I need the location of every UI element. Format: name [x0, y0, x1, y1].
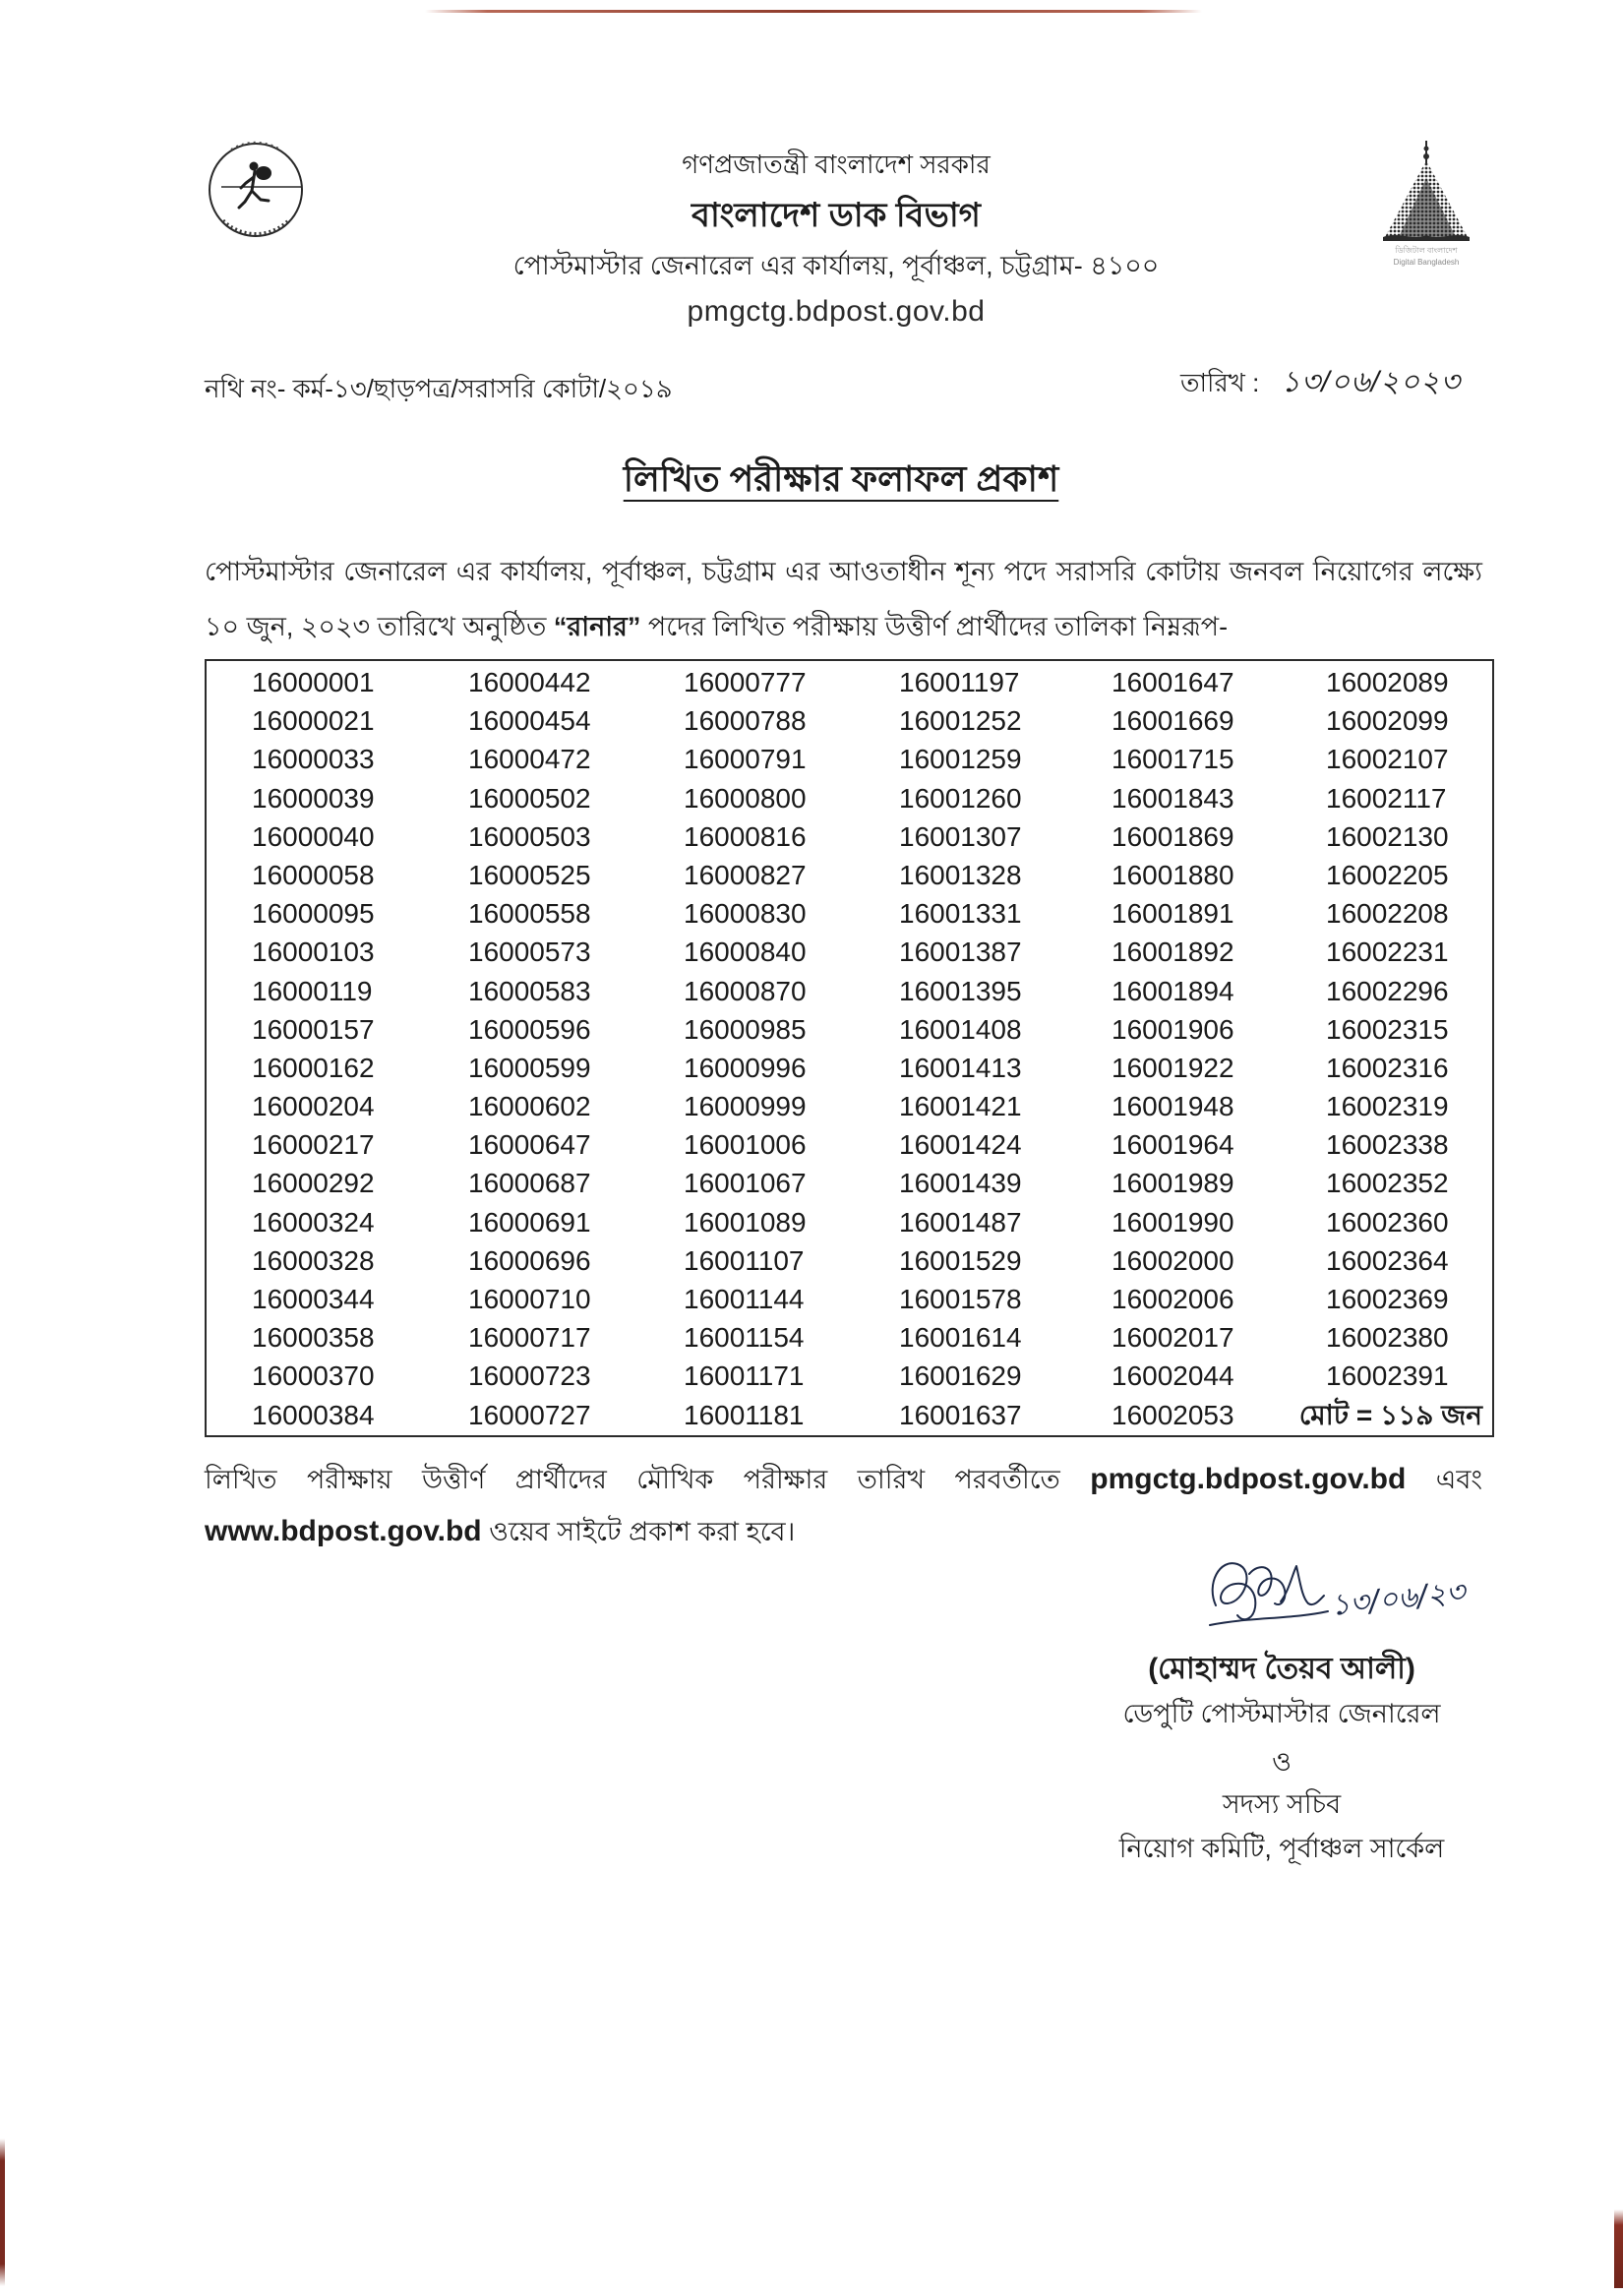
- roll-number-cell: 16002130: [1326, 820, 1449, 852]
- roll-number-cell: 16000999: [684, 1091, 807, 1122]
- roll-number-cell: 16000791: [684, 744, 807, 775]
- roll-number-cell: 16002296: [1326, 975, 1449, 1006]
- date-value: ১৩/০৬/২০২৩: [1281, 366, 1461, 398]
- roll-number-cell: 16001181: [684, 1399, 805, 1430]
- roll-number-cell: 16000687: [468, 1168, 591, 1199]
- roll-number-cell: 16000788: [684, 705, 807, 737]
- roll-number-cell: 16000344: [252, 1284, 375, 1314]
- department-name: বাংলাদেশ ডাক বিভাগ: [691, 197, 981, 234]
- roll-number-cell: 16001259: [899, 744, 1022, 775]
- intro-line-2: [205, 605, 1482, 648]
- total-count: মোট = ১১৯ জন: [1298, 1399, 1482, 1430]
- roll-number-cell: 16000095: [252, 898, 375, 930]
- roll-number-cell: 16000727: [468, 1399, 591, 1430]
- roll-number-cell: 16001906: [1112, 1013, 1234, 1045]
- roll-number-cell: 16001413: [899, 1052, 1022, 1083]
- roll-number-cell: 16001408: [899, 1013, 1022, 1045]
- roll-number-cell: 16000370: [252, 1360, 375, 1392]
- scan-edge-mark-left: [0, 2139, 5, 2286]
- roll-number-cell: 16001964: [1112, 1129, 1234, 1161]
- date-label: তারিখ :: [1180, 368, 1260, 397]
- roll-number-cell: 16001990: [1112, 1206, 1234, 1238]
- roll-number-cell: 16001260: [899, 782, 1022, 814]
- roll-number-cell: 16001006: [684, 1129, 807, 1161]
- top-rule: [425, 10, 1202, 13]
- roll-number-cell: 16002006: [1112, 1284, 1234, 1314]
- roll-number-cell: 16001421: [899, 1091, 1022, 1122]
- roll-number-cell: 16002208: [1326, 898, 1449, 930]
- intro-line-2-start: ১০ জুন, ২০২৩ তারিখে অনুষ্ঠিত: [205, 612, 547, 641]
- roll-number-cell: 16001252: [899, 705, 1022, 737]
- roll-number-cell: 16001529: [899, 1244, 1022, 1276]
- roll-number-cell: 16002338: [1326, 1129, 1449, 1161]
- roll-number-cell: 16000157: [252, 1013, 375, 1045]
- footer-line-1-end: এবং: [1435, 1465, 1482, 1494]
- roll-number-cell: 16000647: [468, 1129, 591, 1161]
- roll-number-cell: 16000472: [468, 744, 591, 775]
- roll-number-cell: 16000502: [468, 782, 591, 814]
- roll-number-cell: 16002391: [1326, 1360, 1449, 1392]
- roll-number-cell: 16000525: [468, 859, 591, 890]
- government-name: গণপ্রজাতন্ত্রী বাংলাদেশ সরকার: [682, 150, 991, 179]
- roll-number-cell: 16001067: [684, 1168, 807, 1199]
- roll-number-cell: 16002117: [1326, 782, 1447, 814]
- roll-number-cell: 16000292: [252, 1168, 375, 1199]
- total-count-cell: [1298, 1396, 1492, 1434]
- post-name: “রানার”: [553, 612, 641, 641]
- roll-number-cell: 16001197: [899, 667, 1020, 697]
- office-address: পোস্টমাস্টার জেনারেল এর কার্যালয়, পূর্বাঞ্চল, চট্টগ্রাম- ৪১০০: [512, 251, 1160, 280]
- runner-figure: [239, 162, 271, 209]
- roll-number-cell: 16000583: [468, 975, 591, 1006]
- logo-spire-dot: [1424, 147, 1429, 151]
- roll-number-cell: 16001089: [684, 1206, 807, 1238]
- signature-strokes: [1210, 1563, 1328, 1625]
- roll-number-cell: 16002089: [1326, 667, 1449, 697]
- signatory-committee: নিয়োগ কমিটি, পূর্বাঞ্চল সার্কেল: [1118, 1834, 1445, 1863]
- roll-number-cell: 16002044: [1112, 1360, 1234, 1392]
- digital-bangladesh-logo-icon: [1369, 139, 1479, 271]
- roll-number-cell: 16000870: [684, 975, 807, 1006]
- notice-title: [325, 454, 1357, 504]
- roll-number-cell: 16000599: [468, 1052, 591, 1083]
- roll-number-cell: 16002017: [1112, 1322, 1234, 1354]
- roll-number-cell: 16000777: [684, 667, 807, 697]
- roll-number-cell: 16000204: [252, 1091, 375, 1122]
- roll-number-cell: 16001637: [899, 1399, 1022, 1430]
- logo-caption-bn: ডিজিটাল বাংলাদেশ: [1395, 246, 1458, 255]
- roll-number-cell: 16002319: [1326, 1091, 1449, 1122]
- roll-number-cell: 16001891: [1112, 898, 1234, 930]
- results-grid: [252, 663, 1492, 1434]
- roll-number-cell: 16000503: [468, 820, 591, 852]
- roll-number-cell: 16000328: [252, 1244, 375, 1276]
- roll-number-cell: 16000454: [468, 705, 591, 737]
- roll-number-cell: 16001715: [1112, 744, 1234, 775]
- roll-number-cell: 16001647: [1112, 667, 1234, 697]
- logo-spire-dot: [1423, 153, 1429, 159]
- roll-number-cell: 16000324: [252, 1206, 375, 1238]
- roll-number-cell: 16000384: [252, 1399, 375, 1430]
- roll-number-cell: 16001948: [1112, 1091, 1234, 1122]
- roll-number-cell: 16002315: [1326, 1013, 1449, 1045]
- roll-number-cell: 16000602: [468, 1091, 591, 1122]
- roll-number-cell: 16001154: [684, 1322, 805, 1354]
- roll-number-cell: 16001922: [1112, 1052, 1234, 1083]
- handwritten-signature: [1198, 1544, 1478, 1648]
- roll-number-cell: 16001439: [899, 1168, 1022, 1199]
- roll-number-cell: 16001892: [1112, 937, 1234, 968]
- roll-number-cell: 16002360: [1326, 1206, 1449, 1238]
- intro-line-1: পোস্টমাস্টার জেনারেল এর কার্যালয়, পূর্বাঞ্চল, চট্টগ্রাম এর আওতাধীন শূন্য পদে সরাসরি কোটায় জনবল নিয়োগের লক্ষ্যে: [205, 557, 1482, 586]
- results-table: [205, 659, 1494, 1437]
- roll-number-cell: 16001107: [684, 1244, 805, 1276]
- scan-edge-mark-right: [1614, 2209, 1623, 2288]
- roll-number-cell: 16002000: [1112, 1244, 1234, 1276]
- roll-number-cell: 16001424: [899, 1129, 1022, 1161]
- footer-line-1-text: লিখিত পরীক্ষায় উত্তীর্ণ প্রার্থীদের মৌখিক পরীক্ষার তারিখ পরবর্তীতে: [205, 1465, 1060, 1494]
- roll-number-cell: 16002380: [1326, 1322, 1449, 1354]
- roll-number-cell: 16000696: [468, 1244, 591, 1276]
- roll-number-cell: 16000040: [252, 820, 375, 852]
- office-website: pmgctg.bdpost.gov.bd: [687, 295, 986, 328]
- roll-number-cell: 16002099: [1326, 705, 1449, 737]
- roll-number-cell: 16002053: [1112, 1399, 1234, 1430]
- roll-number-cell: 16000573: [468, 937, 591, 968]
- roll-number-cell: 16002352: [1326, 1168, 1449, 1199]
- roll-number-cell: 16002205: [1326, 859, 1449, 890]
- notice-title-text: লিখিত পরীক্ষার ফলাফল প্রকাশ: [623, 458, 1059, 499]
- date-line: [1180, 358, 1485, 397]
- roll-number-cell: 16000103: [252, 937, 375, 968]
- roll-number-cell: 16001328: [899, 859, 1022, 890]
- roll-number-cell: 16000596: [468, 1013, 591, 1045]
- roll-number-cell: 16001487: [899, 1206, 1022, 1238]
- roll-number-cell: 16000558: [468, 898, 591, 930]
- roll-number-cell: 16001395: [899, 975, 1022, 1006]
- roll-number-cell: 16000058: [252, 859, 375, 890]
- roll-number-cell: 16000021: [252, 705, 375, 737]
- roll-number-cell: 16000985: [684, 1013, 807, 1045]
- roll-number-cell: 16001614: [899, 1322, 1022, 1354]
- roll-number-cell: 16000800: [684, 782, 807, 814]
- signatory-role: সদস্য সচিব: [1222, 1789, 1342, 1819]
- footer-line-1: [205, 1458, 1482, 1501]
- roll-number-cell: 16001144: [684, 1284, 805, 1314]
- roll-number-cell: 16000691: [468, 1206, 591, 1238]
- roll-number-cell: 16000996: [684, 1052, 807, 1083]
- footer-line-2-text: ওয়েব সাইটে প্রকাশ করা হবে।: [489, 1517, 796, 1546]
- roll-number-cell: 16001880: [1112, 859, 1234, 890]
- intro-line-2-end: পদের লিখিত পরীক্ষায় উত্তীর্ণ প্রার্থীদের তালিকা নিম্নরূপ-: [647, 612, 1229, 641]
- roll-number-cell: 16001307: [899, 820, 1022, 852]
- roll-number-cell: 16000162: [252, 1052, 375, 1083]
- roll-number-cell: 16001629: [899, 1360, 1022, 1392]
- roll-number-cell: 16001843: [1112, 782, 1234, 814]
- roll-number-cell: 16000358: [252, 1322, 375, 1354]
- footer-website-main: www.bdpost.gov.bd: [205, 1515, 482, 1547]
- roll-number-cell: 16000710: [468, 1284, 591, 1314]
- roll-number-cell: 16001894: [1112, 975, 1234, 1006]
- roll-number-cell: 16000723: [468, 1360, 591, 1392]
- logo-caption-en: Digital Bangladesh: [1393, 258, 1460, 267]
- roll-number-cell: 16001578: [899, 1284, 1022, 1314]
- logo-tree-base: [1383, 235, 1470, 241]
- roll-number-cell: 16000033: [252, 744, 375, 775]
- roll-number-cell: 16002364: [1326, 1244, 1449, 1276]
- roll-number-cell: 16000442: [468, 667, 591, 697]
- signatory-conjunction: ও: [1272, 1747, 1292, 1777]
- roll-number-cell: 16000840: [684, 937, 807, 968]
- roll-number-cell: 16000830: [684, 898, 807, 930]
- emblem-lettering-arc: [223, 220, 288, 234]
- roll-number-cell: 16001331: [899, 898, 1022, 930]
- roll-number-cell: 16000827: [684, 859, 807, 890]
- roll-number-cell: 16002231: [1326, 937, 1449, 968]
- memo-number: নথি নং- কর্ম-১৩/ছাড়পত্র/সরাসরি কোটা/২০১৯: [205, 374, 673, 403]
- roll-number-cell: 16002107: [1326, 744, 1449, 775]
- signatory-designation: ডেপুটি পোস্টমাস্টার জেনারেল: [1122, 1699, 1441, 1728]
- roll-number-cell: 16001171: [684, 1360, 805, 1392]
- roll-number-cell: 16000217: [252, 1129, 375, 1161]
- roll-number-cell: 16002369: [1326, 1284, 1449, 1314]
- roll-number-cell: 16002316: [1326, 1052, 1449, 1083]
- roll-number-cell: 16000039: [252, 782, 375, 814]
- bangladesh-post-emblem-icon: [202, 136, 310, 244]
- signature-date: ১৩/০৬/২৩: [1329, 1574, 1468, 1623]
- signatory-name: (মোহাম্মদ তৈয়ব আলী): [1148, 1653, 1415, 1685]
- roll-number-cell: 16000001: [252, 667, 375, 697]
- footer-website-regional: pmgctg.bdpost.gov.bd: [1090, 1463, 1407, 1495]
- roll-number-cell: 16001387: [899, 937, 1022, 968]
- roll-number-cell: 16001669: [1112, 705, 1234, 737]
- roll-number-cell: 16000119: [252, 975, 373, 1006]
- roll-number-cell: 16001869: [1112, 820, 1234, 852]
- roll-number-cell: 16000816: [684, 820, 807, 852]
- roll-number-cell: 16000717: [468, 1322, 591, 1354]
- roll-number-cell: 16001989: [1112, 1168, 1234, 1199]
